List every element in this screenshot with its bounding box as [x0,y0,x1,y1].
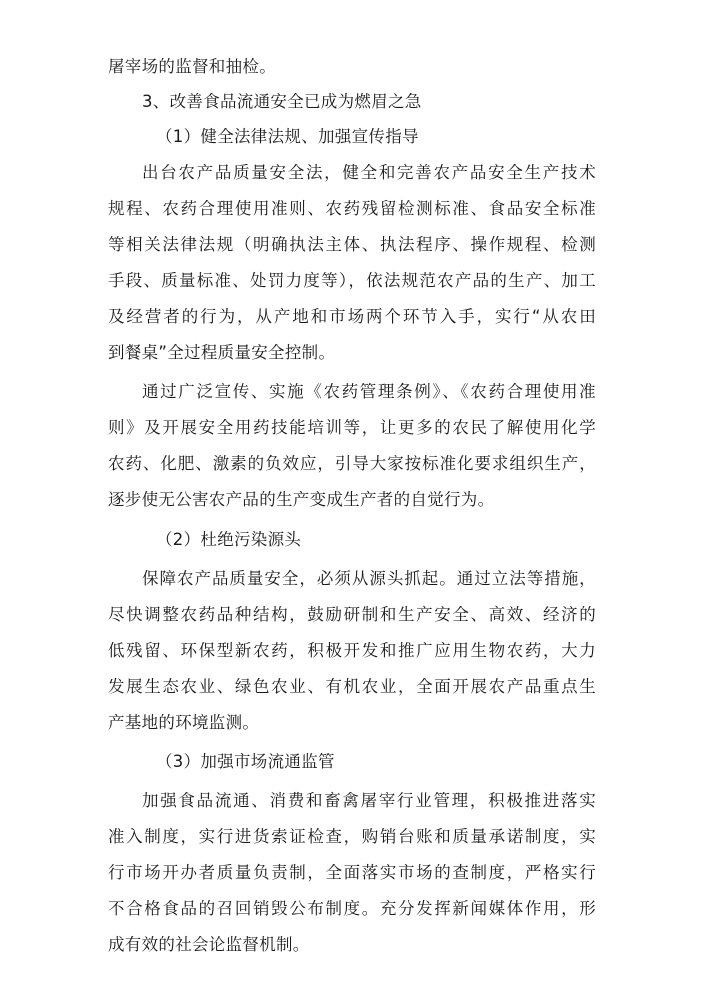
paragraph-line: 尽快调整农药品种结构，鼓励研制和生产安全、高效、经济的 [108,605,596,624]
paragraph-line: 等相关法律法规（明确执法主体、执法程序、操作规程、检测 [108,235,596,254]
paragraph-line: 准入制度，实行进货索证检查，购销台账和质量承诺制度，实 [108,827,596,846]
paragraph-line: 到餐桌”全过程质量安全控制。 [108,343,336,362]
text-line: 屠宰场的监督和抽检。 [108,57,276,76]
paragraph-line: 保障农产品质量安全，必须从源头抓起。通过立法等措施， [142,569,596,588]
paragraph-line: 逐步使无公害农产品的生产变成生产者的自觉行为。 [108,490,495,509]
paragraph-line: 发展生态农业、绿色农业、有机农业，全面开展农产品重点生 [108,677,596,696]
subsection-heading: （1）健全法律法规、加强宣传指导 [156,127,419,146]
paragraph-line: 出台农产品质量安全法，健全和完善农产品安全生产技术 [142,163,596,182]
paragraph-line: 低残留、环保型新农药，积极开发和推广应用生物农药，大力 [108,641,596,660]
paragraph-line: 产基地的环境监测。 [108,713,260,732]
paragraph-line: 通过广泛宣传、实施《农药管理条例》、《农药合理使用准 [142,382,596,401]
paragraph-line: 规程、农药合理使用准则、农药残留检测标准、食品安全标准 [108,199,596,218]
subsection-heading: （2）杜绝污染源头 [156,530,302,549]
paragraph-line: 农药、化肥、激素的负效应，引导大家按标准化要求组织生产， [108,454,596,473]
paragraph-line: 成有效的社会论监督机制。 [108,935,310,954]
paragraph-line: 行市场开办者质量负责制，全面落实市场的查制度，严格实行 [108,863,596,882]
section-heading: 3、改善食品流通安全已成为燃眉之急 [142,92,422,111]
subsection-heading: （3）加强市场流通监管 [156,752,335,771]
paragraph-line: 则》及开展安全用药技能培训等，让更多的农民了解使用化学 [108,418,596,437]
paragraph-line: 及经营者的行为，从产地和市场两个环节入手，实行“从农田 [108,307,596,326]
paragraph-line: 加强食品流通、消费和畜禽屠宰行业管理，积极推进落实 [142,791,596,810]
paragraph-line: 不合格食品的召回销毁公布制度。充分发挥新闻媒体作用，形 [108,899,596,918]
paragraph-line: 手段、质量标准、处罚力度等），依法规范农产品的生产、加工 [108,271,596,290]
